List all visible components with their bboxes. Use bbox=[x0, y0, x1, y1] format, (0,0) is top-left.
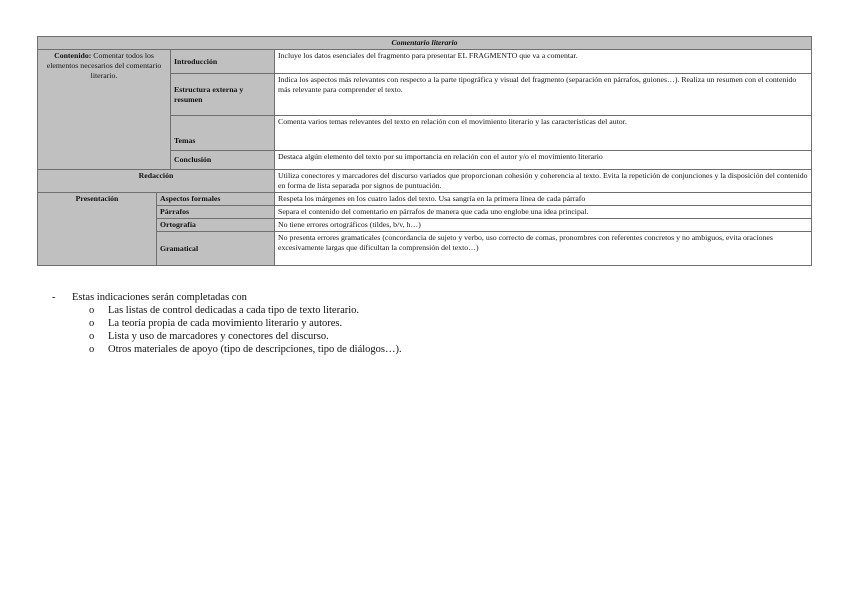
dash-bullet: - bbox=[52, 292, 56, 303]
list-item bbox=[52, 343, 402, 356]
circle-bullet-icon: o bbox=[89, 305, 95, 316]
list-item-text: Las listas de control dedicadas a cada tipo de texto literario. bbox=[108, 305, 360, 316]
table-row bbox=[38, 50, 812, 74]
rubric-table bbox=[37, 36, 812, 266]
presentacion-label: Presentación bbox=[38, 193, 157, 266]
row-name: Párrafos bbox=[157, 206, 275, 219]
list-item-text: Otros materiales de apoyo (tipo de descripciones, tipo de diálogos…). bbox=[108, 344, 402, 355]
list-item-text: La teoría propia de cada movimiento literario y autores. bbox=[108, 318, 343, 329]
circle-bullet-icon: o bbox=[89, 318, 95, 329]
list-item bbox=[52, 330, 402, 343]
row-name: Introducción bbox=[171, 50, 275, 74]
row-name: Gramatical bbox=[157, 232, 275, 266]
list-item-text: Lista y uso de marcadores y conectores del discurso. bbox=[108, 331, 329, 342]
redaccion-label: Redacción bbox=[38, 170, 275, 193]
row-description: Respeta los márgenes en los cuatro lados del texto. Usa sangría en la primera línea de cada párrafo bbox=[275, 193, 812, 206]
list-item bbox=[52, 291, 402, 304]
table-title: Comentario literario bbox=[38, 37, 812, 50]
row-description: Utiliza conectores y marcadores del discurso variados que proporcionan cohesión y coherencia al texto. Evita la repetición de conjunciones y la disposición del contenido en forma de lista separada por signos de puntuación. bbox=[275, 170, 812, 193]
circle-bullet-icon: o bbox=[89, 331, 95, 342]
row-description: No tiene errores ortográficos (tildes, b/v, h…) bbox=[275, 219, 812, 232]
notes-list bbox=[52, 291, 402, 356]
row-description: Destaca algún elemento del texto por su importancia en relación con el autor y/o el movimiento literario bbox=[275, 151, 812, 170]
row-description: Incluye los datos esenciales del fragmento para presentar EL FRAGMENTO que va a comentar. bbox=[275, 50, 812, 74]
contenido-label-text: Comentar todos los elementos necesarios del comentario literario. bbox=[46, 51, 162, 80]
row-description: Separa el contenido del comentario en párrafos de manera que cada uno englobe una idea principal. bbox=[275, 206, 812, 219]
circle-bullet-icon: o bbox=[89, 344, 95, 355]
contenido-label bbox=[38, 50, 171, 170]
contenido-label-bold: Contenido: bbox=[54, 51, 92, 60]
list-item bbox=[52, 304, 402, 317]
row-name: Temas bbox=[171, 116, 275, 151]
row-name: Estructura externa y resumen bbox=[171, 74, 275, 116]
notes-intro: Estas indicaciones serán completadas con bbox=[72, 292, 247, 303]
row-name: Conclusión bbox=[171, 151, 275, 170]
list-item bbox=[52, 317, 402, 330]
row-name: Ortografía bbox=[157, 219, 275, 232]
table-row bbox=[38, 193, 812, 206]
row-description: Comenta varios temas relevantes del texto en relación con el movimiento literario y las características del autor. bbox=[275, 116, 812, 151]
table-title-row bbox=[38, 37, 812, 50]
row-name: Aspectos formales bbox=[157, 193, 275, 206]
table-row bbox=[38, 170, 812, 193]
row-description: Indica los aspectos más relevantes con respecto a la parte tipográfica y visual del fragmento (separación en párrafos, guiones…). Realiza un resumen con el contenido más relevante para comprender el texto. bbox=[275, 74, 812, 116]
row-description: No presenta errores gramaticales (concordancia de sujeto y verbo, uso correcto de comas, pronombres con referentes concretos y no ambiguos, evita oraciones excesivamente largas que dificultan la comprensión del texto…) bbox=[275, 232, 812, 266]
